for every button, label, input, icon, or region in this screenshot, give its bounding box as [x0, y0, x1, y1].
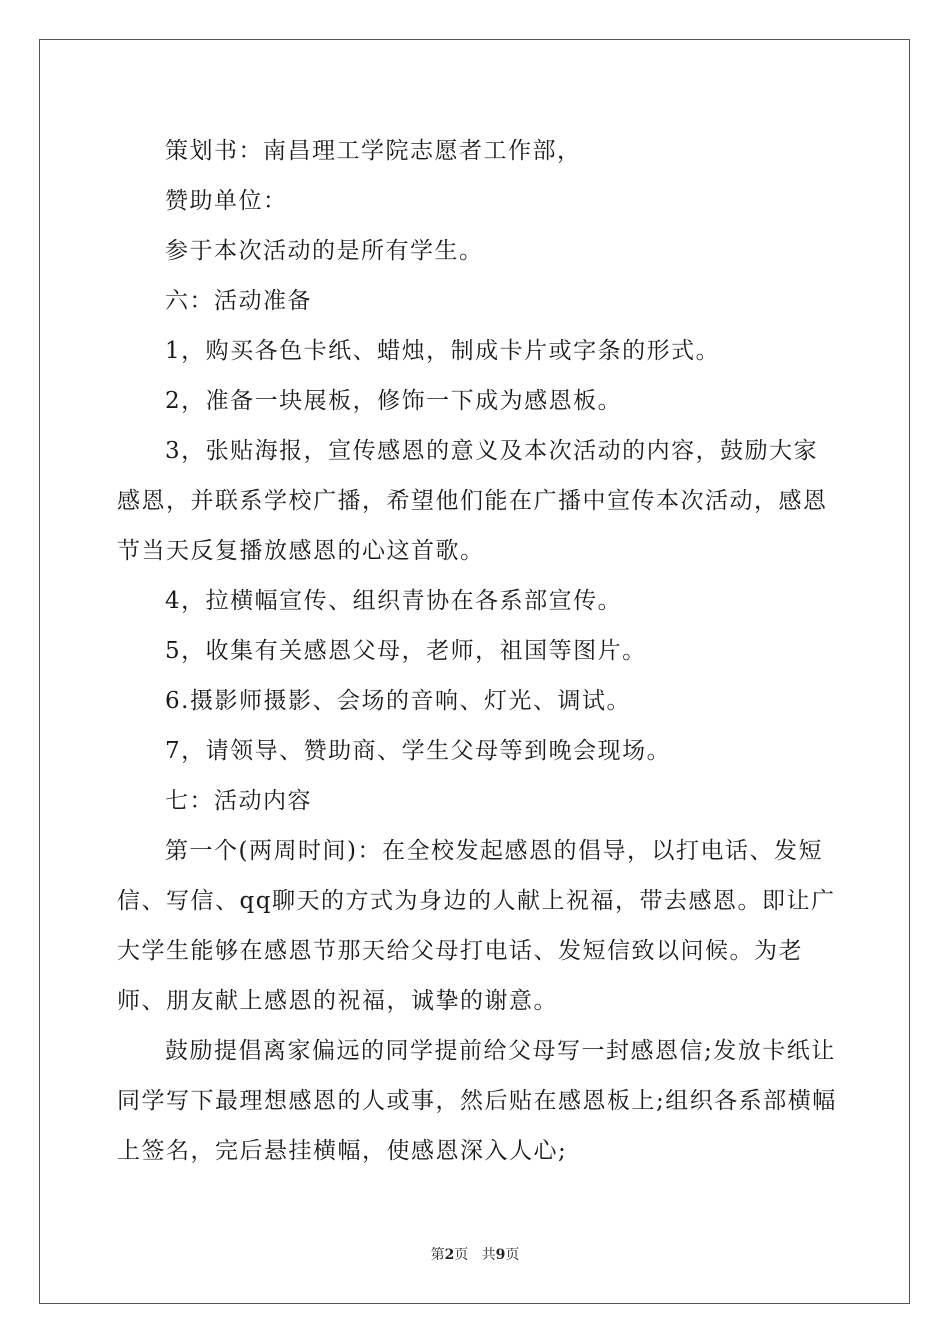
paragraph-planner: 策划书：南昌理工学院志愿者工作部， [165, 138, 582, 164]
list-item-prep-5: 5，收集有关感恩父母，老师，祖国等图片。 [165, 638, 647, 664]
list-item-prep-3: 3，张贴海报，宣传感恩的意义及本次活动的内容，鼓励大家感恩，并联系学校广播，希望他们能在广播中宣传本次活动，感恩节当天反复播放感恩的心这首歌。 [117, 438, 828, 564]
list-item-prep-7: 7，请领导、赞助商、学生父母等到晚会现场。 [165, 738, 672, 764]
total-suffix: 页 [505, 1247, 520, 1263]
document-body [117, 126, 837, 1176]
page-total-number: 9 [495, 1247, 506, 1263]
page-footer [0, 1244, 950, 1264]
page-prefix: 第 [430, 1247, 445, 1263]
list-item-prep-2: 2，准备一块展板，修饰一下成为感恩板。 [165, 388, 623, 414]
list-item-prep-4: 4，拉横幅宣传、组织青协在各系部宣传。 [165, 588, 623, 614]
page-suffix: 页 [454, 1247, 469, 1263]
total-prefix: 共 [481, 1247, 496, 1263]
list-item-prep-6: 6.摄影师摄影、会场的音响、灯光、调试。 [165, 688, 631, 714]
list-item-prep-1: 1，购买各色卡纸、蜡烛，制成卡片或字条的形式。 [165, 338, 721, 364]
page-current-number: 2 [444, 1247, 455, 1263]
paragraph-participants: 参于本次活动的是所有学生。 [165, 238, 484, 264]
paragraph-first-phase: 第一个(两周时间)：在全校发起感恩的倡导，以打电话、发短信、写信、qq聊天的方式为身边的人献上祝福，带去感恩。即让广大学生能够在感恩节那天给父母打电话、发短信致以问候。为老师、朋友献上感恩的祝福，诚挚的谢意。 [117, 838, 836, 1014]
paragraph-encourage: 鼓励提倡离家偏远的同学提前给父母写一封感恩信;发放卡纸让同学写下最理想感恩的人或事，然后贴在感恩板上;组织各系部横幅上签名，完后悬挂横幅，使感恩深入人心; [117, 1038, 837, 1164]
paragraph-sponsor: 赞助单位： [165, 188, 288, 214]
section-heading-preparation: 六：活动准备 [165, 288, 312, 314]
section-heading-content: 七：活动内容 [165, 788, 312, 814]
